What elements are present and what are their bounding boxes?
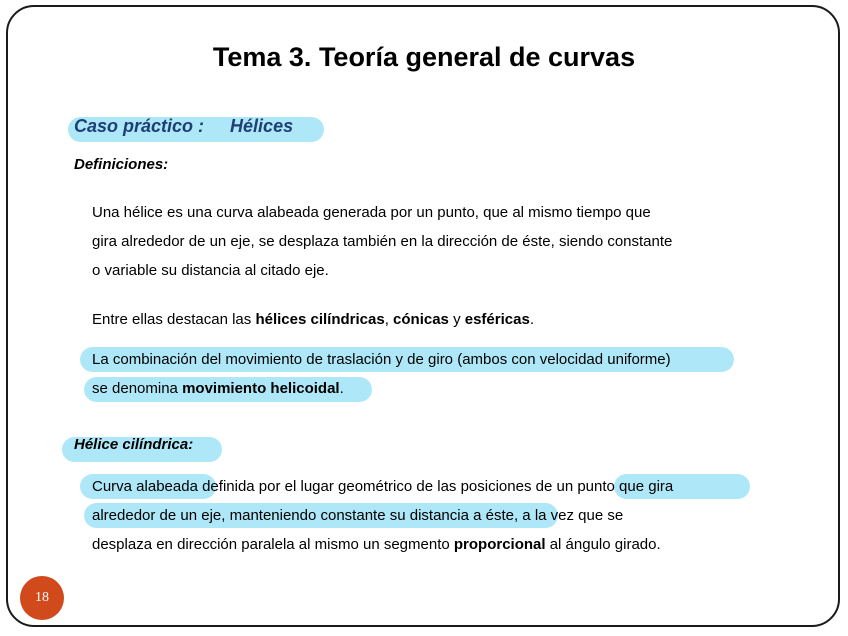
combination-prefix: se denomina xyxy=(92,380,183,397)
definition-line: gira alrededor de un eje, se desplaza también en la dirección de éste, siendo constante xyxy=(92,233,673,250)
definitions-heading: Definiciones: xyxy=(74,156,169,173)
cylindrical-line1 xyxy=(92,472,673,501)
slide-title: Tema 3. Teoría general de curvas xyxy=(212,42,636,72)
type-conical: cónicas xyxy=(393,311,449,328)
type-cylindrical: hélices cilíndricas xyxy=(255,311,385,328)
definition-line: o variable su distancia al citado eje. xyxy=(92,262,329,279)
punto-que-gira-text: punto que gira xyxy=(577,478,674,495)
cylindrical-line3 xyxy=(92,530,673,559)
combination-paragraph xyxy=(92,345,671,403)
types-end: . xyxy=(529,311,534,328)
type-spherical: esféricas xyxy=(464,311,530,328)
types-prefix: Entre ellas destacan las xyxy=(92,311,256,328)
page-number-badge: 18 xyxy=(20,576,64,620)
alrededor-text: alrededor de un eje, manteniendo constante su distancia a éste xyxy=(92,507,514,524)
cylindrical-paragraph xyxy=(92,472,673,559)
combination-end: . xyxy=(339,380,344,397)
definition-paragraph xyxy=(92,198,672,285)
cylindrical-helix-heading: Hélice cilíndrica: xyxy=(74,436,194,453)
curva-alabeada-text: Curva alabeada xyxy=(92,478,198,495)
cylindrical-text: desplaza en dirección paralela al mismo un segmento xyxy=(92,536,454,553)
proporcional-term: proporcional xyxy=(453,536,546,553)
combination-line2 xyxy=(92,374,671,403)
cylindrical-text: , a la vez que se xyxy=(513,507,624,524)
helical-motion-term: movimiento helicoidal xyxy=(182,380,340,397)
cylindrical-text: definida por el lugar geométrico de las posiciones de un xyxy=(197,478,578,495)
case-study-label: Caso práctico : xyxy=(74,116,205,136)
case-study-topic: Hélices xyxy=(230,116,294,136)
cylindrical-line2 xyxy=(92,501,673,530)
combination-line1: La combinación del movimiento de traslación y de giro (ambos con velocidad uniforme) xyxy=(92,351,671,368)
types-separator: , xyxy=(384,311,394,328)
case-study-heading xyxy=(74,116,293,137)
definition-line: Una hélice es una curva alabeada generada por un punto, que al mismo tiempo que xyxy=(92,204,651,221)
types-sentence xyxy=(92,305,534,334)
cylindrical-text: al ángulo girado. xyxy=(545,536,661,553)
types-separator: y xyxy=(448,311,465,328)
